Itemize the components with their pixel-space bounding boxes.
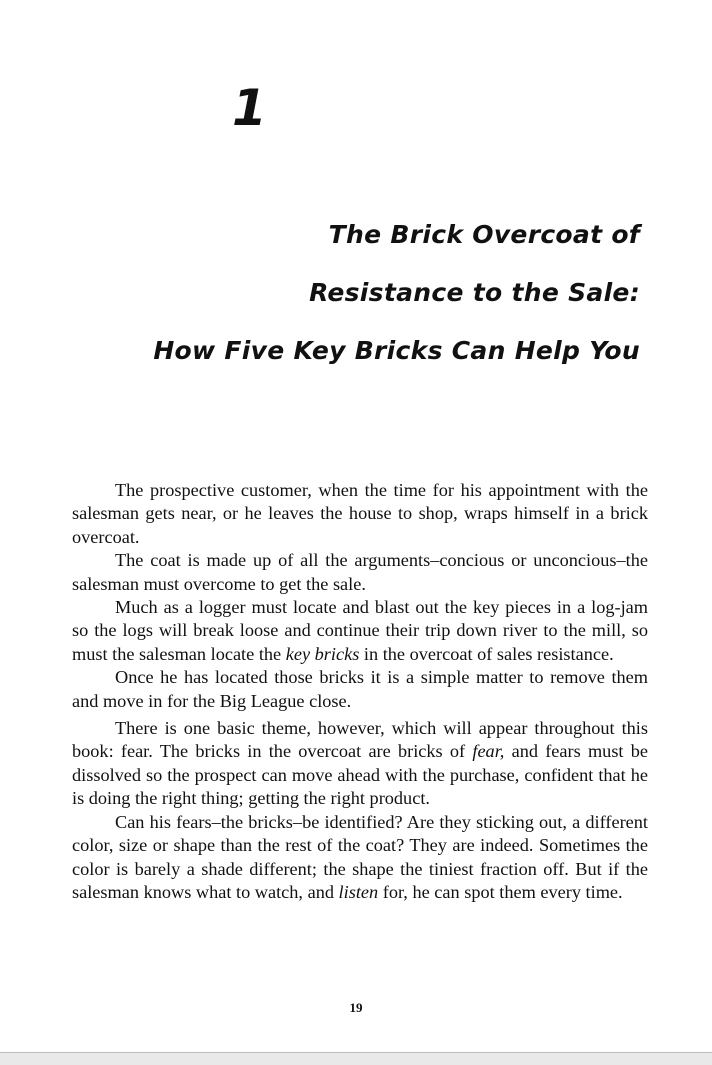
paragraph: Much as a logger must locate and blast out the key pieces in a log-jam so the logs will break loose and continue their trip down river to the mill, so must the salesman locate the key bricks in the overcoat of sales resistance. bbox=[72, 597, 648, 664]
paragraph: Can his fears–the bricks–be identified? Are they sticking out, a different color, size or shape than the rest of the coat? They are indeed. Sometimes the color is barely a shade different; the shape the tiniest fraction off. But if the salesman knows what to watch, and listen for, he can spot them every time. bbox=[72, 811, 648, 902]
paragraph: The coat is made up of all the arguments–concious or unconcious–the salesman must overcome to get the sale. bbox=[72, 550, 648, 594]
body-text bbox=[72, 479, 648, 904]
emphasis-text: key bricks bbox=[285, 643, 360, 664]
page-number: 19 bbox=[349, 1000, 363, 1015]
chapter-title-line: Resistance to the Sale: bbox=[309, 278, 640, 307]
chapter-title bbox=[120, 206, 640, 380]
paragraph: There is one basic theme, however, which will appear throughout this book: fear. The bricks in the overcoat are bricks of fear, and fears must be dissolved so the prospect can move ahead with the purchase, confident that he is doing the right thing; getting the right product. bbox=[72, 718, 648, 809]
chapter-title-line: The Brick Overcoat of bbox=[328, 220, 640, 249]
paragraph: The prospective customer, when the time for his appointment with the salesman gets near, or he leaves the house to shop, wraps himself in a brick overcoat. bbox=[72, 480, 648, 547]
chapter-number: 1 bbox=[232, 79, 267, 137]
paragraph: Once he has located those bricks it is a simple matter to remove them and move in for the Big League close. bbox=[72, 667, 648, 711]
page-bottom-edge bbox=[0, 1052, 712, 1065]
emphasis-text: listen bbox=[338, 881, 379, 902]
chapter-title-line: How Five Key Bricks Can Help You bbox=[153, 336, 640, 365]
emphasis-text: fear, bbox=[472, 741, 505, 762]
